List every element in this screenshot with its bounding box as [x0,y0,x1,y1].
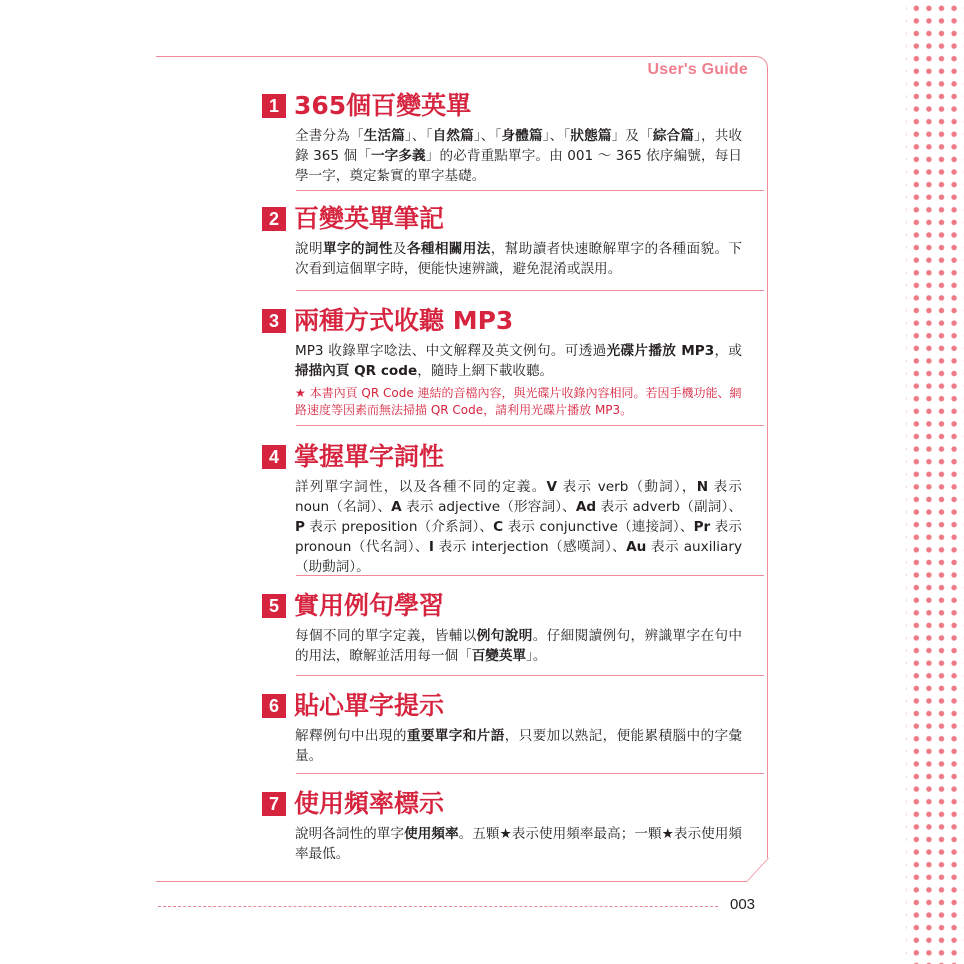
section-6 [262,692,742,766]
emphasis-text: 單字的詞性 [322,241,393,257]
body-text: ，或 [714,343,742,359]
emphasis-text: 使用頻率 [404,826,459,842]
body-text: 表示 noun（名詞）、 [295,479,743,515]
emphasis-text: 掃描內頁 QR code [295,363,418,379]
section-title: 兩種方式收聽 MP3 [294,306,514,335]
emphasis-text: 重要單字和片語 [406,728,505,744]
body-text: 」及「 [611,128,653,144]
body-text: 」，共收錄 365 個「 [295,128,743,164]
body-text: 表示 pronoun（代名詞）、 [295,519,743,555]
section-3 [262,307,742,419]
body-text: 」、「 [404,128,433,144]
section-divider [296,425,764,426]
emphasis-text: I [428,539,434,555]
emphasis-text: Ad [575,499,597,515]
section-number: 7 [262,792,286,816]
body-text: ，只要加以熟記，便能累積腦中的字彙量。 [295,728,743,764]
body-text: 。五顆★表示使用頻率最高；一顆★表示使用頻率最低。 [295,826,743,862]
body-text: 。仔細閱讀例句，辨識單字在句中的用法，瞭解並活用每一個「 [295,628,743,664]
emphasis-text: P [295,519,305,535]
section-body [295,477,742,577]
body-text: 表示 adverb（副詞）、 [596,499,742,515]
body-text: 每個不同的單字定義，皆輔以 [295,628,477,644]
section-body [295,341,742,381]
section-title: 貼心單字提示 [294,691,445,720]
body-text: 及 [392,241,407,257]
section-7 [262,790,742,864]
section-2 [262,205,742,279]
footer-dashed-rule [158,906,718,907]
section-number: 1 [262,94,286,118]
section-number: 4 [262,445,286,469]
section-title: 365個百變英單 [294,91,472,120]
body-text: 詳列單字詞性，以及各種不同的定義。 [295,479,547,495]
section-4 [262,443,742,577]
section-title: 百變英單筆記 [294,204,445,233]
emphasis-text: Pr [693,519,711,535]
users-guide-heading: User's Guide [647,61,748,78]
body-text: 說明 [295,241,323,257]
body-text: ，幫助讀者快速瞭解單字的各種面貌。下次看到這個單字時，便能快速辨識，避免混淆或誤用。 [295,241,743,277]
body-text: 」、「 [473,128,502,144]
emphasis-text: 生活篇 [363,128,405,144]
page-number: 003 [730,896,756,913]
body-text: 表示 auxiliary（助動詞）。 [295,539,742,575]
emphasis-text: A [391,499,402,515]
dotted-border-decoration [906,0,964,964]
section-body [295,126,742,186]
emphasis-text: 百變英單 [471,648,527,664]
body-text: 解釋例句中出現的 [295,728,407,744]
section-body [295,626,742,666]
section-body [295,824,742,864]
section-note: ★ 本書內頁 QR Code 連結的音檔內容，與光碟片收錄內容相同。若因手機功能、網路速度等因素而無法掃描 QR Code，請利用光碟片播放 MP3。 [295,386,742,417]
section-title: 使用頻率標示 [294,789,445,818]
section-number: 2 [262,207,286,231]
body-text: 表示 conjunctive（連接詞）、 [503,519,694,535]
body-text: 表示 preposition（介系詞）、 [304,519,494,535]
emphasis-text: C [493,519,504,535]
page-corner-fold [747,858,769,882]
body-text: 表示 verb（動詞）， [557,479,697,495]
emphasis-text: 各種相關用法 [406,241,491,257]
section-number: 6 [262,694,286,718]
body-text: 表示 interjection（感嘆詞）、 [433,539,627,555]
body-text: 」的必背重點單字。由 001 ～ 365 依序編號，每日學一字，奠定紮實的單字基礎。 [295,148,742,184]
emphasis-text: 例句說明 [476,628,533,644]
section-divider [296,190,764,191]
section-title: 實用例句學習 [294,591,445,620]
section-number: 3 [262,309,286,333]
body-text: 全書分為「 [295,128,364,144]
body-text: MP3 收錄單字唸法、中文解釋及英文例句。可透過 [295,343,607,359]
section-title: 掌握單字詞性 [294,442,445,471]
section-number: 5 [262,594,286,618]
section-body [295,239,742,279]
emphasis-text: V [546,479,558,495]
emphasis-text: 一字多義 [370,148,426,164]
body-text: 說明各詞性的單字 [295,826,405,842]
emphasis-text: 狀態篇 [570,128,612,144]
section-divider [296,575,764,576]
section-1 [262,92,742,186]
body-text: ，隨時上網下載收聽。 [417,363,554,379]
body-text: 」。 [526,648,547,664]
section-divider [296,290,764,291]
emphasis-text: 綜合篇 [652,128,695,144]
emphasis-text: Au [626,539,647,555]
emphasis-text: N [696,479,709,495]
section-body [295,726,742,766]
emphasis-text: 身體篇 [501,128,543,144]
emphasis-text: 光碟片播放 MP3 [606,343,715,359]
emphasis-text: 自然篇 [432,128,474,144]
section-divider [296,773,764,774]
section-divider [296,675,764,676]
section-5 [262,592,742,666]
body-text: 」、「 [542,128,571,144]
body-text: 表示 adjective（形容詞）、 [401,499,576,515]
